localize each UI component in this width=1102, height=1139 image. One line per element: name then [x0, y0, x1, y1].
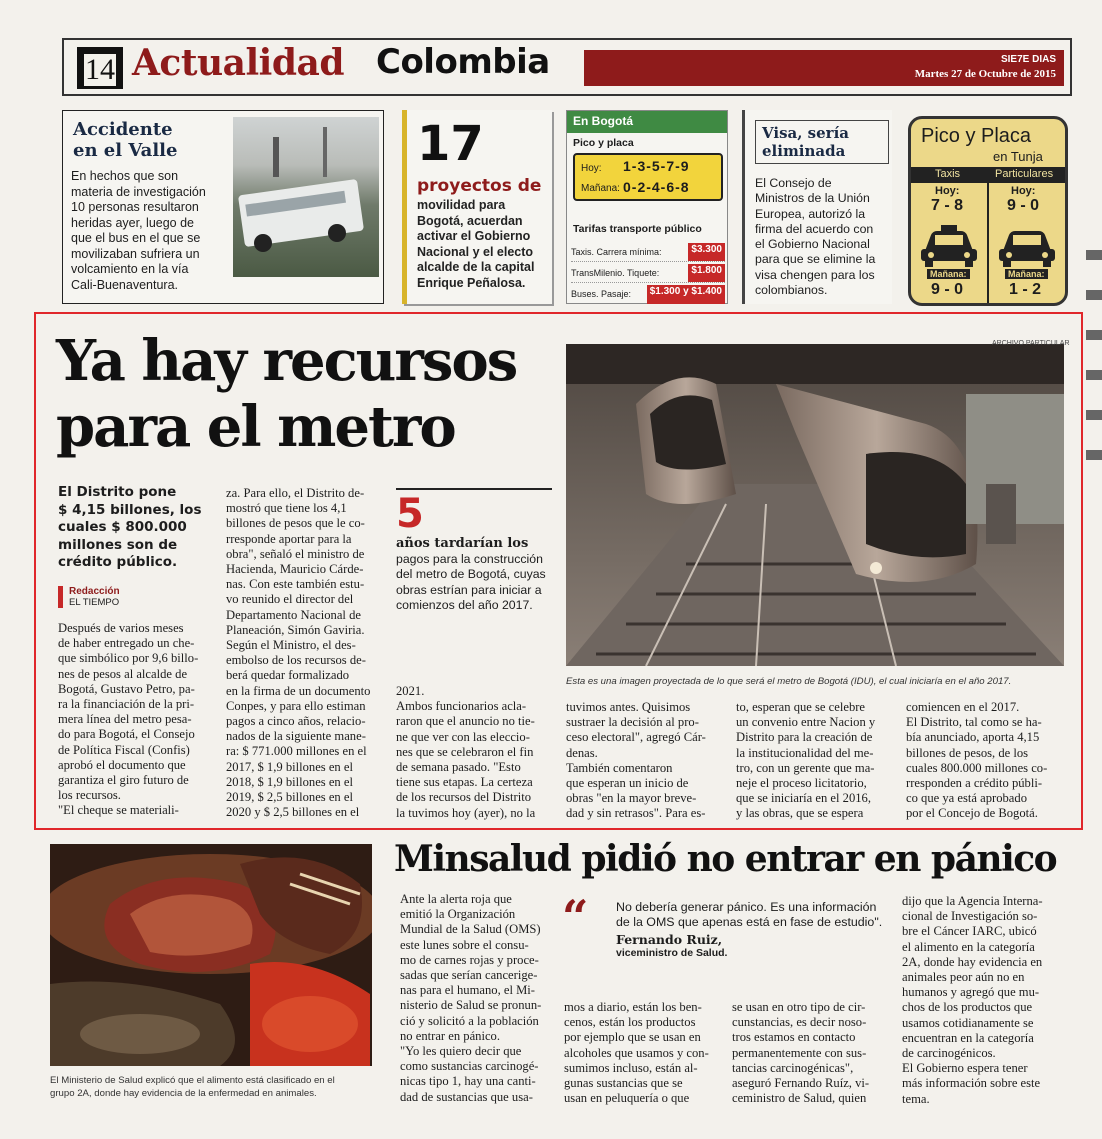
photo-credit: ARCHIVO PARTICULAR: [992, 340, 1070, 347]
page-edge-marks: [1086, 250, 1102, 490]
metro-factbox: [396, 488, 552, 613]
projects-lead: proyectos de: [417, 176, 542, 196]
section-title-black: Colombia: [376, 42, 550, 82]
bogota-header-text: En Bogotá: [573, 114, 633, 128]
brief-tunja: [908, 116, 1068, 306]
quote-text: No debería generar pánico. Es una información de la OMS que apenas está en fase de estudio".: [616, 900, 883, 930]
projects-number: 17: [417, 116, 484, 172]
tunja-taxis-today: 7 - 8: [931, 197, 964, 214]
plate-today-label: Hoy:: [581, 163, 602, 174]
quote-author: Fernando Ruiz,: [616, 932, 723, 948]
brief-bogota: [566, 110, 728, 304]
fare-value: $1.800: [688, 264, 725, 282]
tunja-taxis-tomorrow-label: Mañana:: [927, 269, 970, 279]
visa-title: Visa, sería eliminada: [755, 120, 889, 164]
minsalud-column-4: dijo que la Agencia Interna- cional de Investigación so- bre el Cáncer IARC, ubicó el alimento en la categoría 2A, donde hay evidencia en animales peor aún no en humanos y agregó que mu- chos de los productos que usamos cotidianamente se encuentran en la categoría de carcinogénicos. El Gobierno espera tener más información sobre este tema.: [902, 894, 1043, 1106]
brief-accident-body: En hechos que son materia de investigación 10 personas resultaron heridas ayer, luego de que el bus en el que se movilizaban sufriera un volcamiento en la vía Cali-Buenaventura.: [71, 169, 206, 292]
minsalud-column-2: mos a diario, están los ben- cenos, están los productos por ejemplo que se usan en alcoholes que usamos y con- sumimos incluso, están al- gunas sustancias que se usan en peluquería o que: [564, 1000, 709, 1106]
metro-column-2: za. Para ello, el Distrito de- mostró que tiene los 4,1 billones de pesos que le co- rresponde aportar para la obra", señaló el ministro de Hacienda, Mauricio Cárde- nas. Con este también estu- vo reunido el director del Departamento Nacional de Planeación, Simón Gaviria. Según el Ministro, el des- embolso de los recursos de- berá quedar formalizado en la firma de un documento Conpes, y para ello estiman pagos a cinco años, relacio- nados de la siguiente mane- ra: $ 771.000 millones en el 2017, $ 1,9 billones en el 2018, $ 1,9 billones en el 2019, $ 2,5 billones en el 2020 y $ 2,5 billones en el: [226, 486, 371, 820]
metro-headline: Ya hay recursos para el metro: [56, 328, 517, 460]
tunja-private-tomorrow: 1 - 2: [1009, 281, 1042, 298]
masthead: [62, 38, 1072, 96]
visa-body: El Consejo de Ministros de la Unión Europea, autorizó la firma del acuerdo con el Gobierno Nacional para que se elimine la visa chengen para los colombianos.: [755, 176, 876, 298]
fares-list: [571, 243, 725, 304]
page-number-text: 14: [85, 53, 115, 86]
fare-value: $3.300: [688, 243, 725, 261]
tunja-private-tomorrow-label: Mañana:: [1005, 269, 1048, 279]
fare-label: Taxis. Carrera mínima:: [571, 247, 662, 257]
tunja-taxis-tomorrow: 9 - 0: [931, 281, 964, 298]
minsalud-column-1: Ante la alerta roja que emitió la Organización Mundial de la Salud (OMS) este lunes sobre el consu- mo de carnes rojas y proce- sadas que serían cancerige- nas para el humano, el Mi- nisterio de Salud se pronun- ció y solicitó a la población no entrar en pánico. "Yo les quiero decir que como sustancias carcinogé- nicas tipo 1, hay una canti- dad de sustancias que usa-: [400, 892, 542, 1104]
private-car-icon: [997, 225, 1057, 269]
grilled-meat-illustration: [50, 844, 372, 1066]
overturned-bus-illustration: [233, 117, 379, 277]
factbox-text: pagos para la construcción del metro de Bogotá, cuyas obras estrían para iniciar a comienzos del año 2017.: [396, 552, 546, 612]
fare-value: $1.300 y $1.400: [647, 285, 725, 304]
plate-tomorrow-digits: 0-2-4-6-8: [623, 179, 690, 195]
minsalud-column-3: se usan en otro tipo de cir- cunstancias, es decir noso- tros estamos en contacto permanentemente con sus- tancias carcinogénicas", aseguró Fernando Ruíz, vi- ceministro de Salud, quien: [732, 1000, 870, 1106]
quote-role: viceministro de Salud.: [616, 947, 728, 960]
byline-role: Redacción: [69, 586, 120, 597]
tunja-title: Pico y Placa: [921, 125, 1032, 147]
tunja-private-today-label: Hoy:: [1011, 185, 1036, 197]
brief-visa: [742, 110, 892, 304]
plate-tomorrow-label: Mañana:: [581, 183, 620, 194]
section-title-red: Actualidad: [132, 42, 345, 84]
license-plate: [573, 153, 723, 201]
projects-body: movilidad para Bogotá, acuerdan activar el Gobierno Nacional y el electo alcalde de la capital Enrique Peñalosa.: [417, 198, 535, 290]
minsalud-quote: [562, 890, 892, 960]
accident-photo: [233, 117, 379, 277]
metro-byline: [58, 586, 120, 608]
metro-column-4: tuvimos antes. Quisimos sustraer la decisión al pro- ceso electoral", agregó Cár- denas. También comentaron que esperan un inicio de obras "en la mayor breve- dad y sin retrasos". Para es-: [566, 700, 706, 821]
fare-row: [571, 285, 725, 304]
brief-accident-title: Accidente en el Valle: [73, 119, 178, 161]
pico-placa-label: Pico y placa: [573, 137, 634, 149]
tunja-private-today: 9 - 0: [1007, 197, 1040, 214]
metro-train-rendering: [566, 344, 1064, 666]
metro-column-3: 2021. Ambos funcionarios acla- raron que el anuncio no tie- ne que ver con las eleccio- nes que se celebraron el fin de semana pasado. "Esto tiene sus etapas. La certeza de los recursos del Distrito la tuvimos hoy (ayer), no la: [396, 684, 536, 820]
tunja-private-label: Particulares: [995, 168, 1054, 180]
minsalud-headline: Minsalud pidió no entrar en pánico: [394, 838, 1057, 880]
brief-accident: [62, 110, 384, 304]
factbox-lead: años tardarían los: [396, 536, 529, 551]
metro-column-6: comiencen en el 2017. El Distrito, tal como se ha- bía anunciado, aporta 4,15 billones de pesos, de los cuales 800.000 millones co- rresponden a crédito públi- co que ya está aprobado por el Concejo de Bogotá.: [906, 700, 1048, 821]
publication-date: Martes 27 de Octubre de 2015: [914, 68, 1056, 80]
meat-photo: [50, 844, 372, 1066]
fare-label: Buses. Pasaje:: [571, 289, 632, 299]
metro-photo: [566, 344, 1064, 666]
tunja-taxis-label: Taxis: [935, 168, 961, 180]
tunja-subtitle: en Tunja: [993, 149, 1043, 164]
tunja-divider: [987, 167, 989, 303]
bogota-header: [567, 111, 727, 133]
metro-photo-caption: Esta es una imagen proyectada de lo que será el metro de Bogotá (IDU), el cual iniciaría en el año 2017.: [566, 676, 1012, 687]
plate-today-digits: 1-3-5-7-9: [623, 158, 690, 174]
metro-column-1: Después de varios meses de haber entregado un che- que simbólico por 9,6 billo- nes de pesos al alcalde de Bogotá, Gustavo Petro, pa- ra la financiación de la pri- mera línea del metro pesa- do para Bogotá, el Consejo de Política Fiscal (Confis) aprobó el documento que garantiza el giro futuro de los recursos. "El cheque se materiali-: [58, 621, 199, 818]
fare-row: [571, 243, 725, 262]
brief-projects: [402, 110, 552, 304]
metro-column-5: to, esperan que se celebre un convenio entre Nacion y Distrito para la creación de la institucionalidad del me- tro, con un gerente que ma- neje el proceso licitatorio, que se iniciaría en el 2016, y las obras, que se espera: [736, 700, 876, 821]
tunja-taxis-today-label: Hoy:: [935, 185, 960, 197]
taxi-car-icon: [919, 223, 979, 267]
byline-source: EL TIEMPO: [69, 597, 120, 608]
fare-label: TransMilenio. Tiquete:: [571, 268, 660, 278]
factbox-number: 5: [396, 491, 424, 537]
fare-row: [571, 264, 725, 283]
fares-title: Tarifas transporte público: [573, 223, 702, 235]
meat-photo-caption: El Ministerio de Salud explicó que el alimento está clasificado en el grupo 2A, donde hay evidencia de la enfermedad en animales.: [50, 1075, 335, 1099]
publication-name: SIE7E DIAS: [1000, 54, 1056, 65]
metro-summary: El Distrito pone $ 4,15 billones, los cuales $ 800.000 millones son de crédito público.: [58, 484, 202, 570]
quote-mark-icon: “: [562, 890, 589, 944]
page-number: [78, 48, 122, 88]
